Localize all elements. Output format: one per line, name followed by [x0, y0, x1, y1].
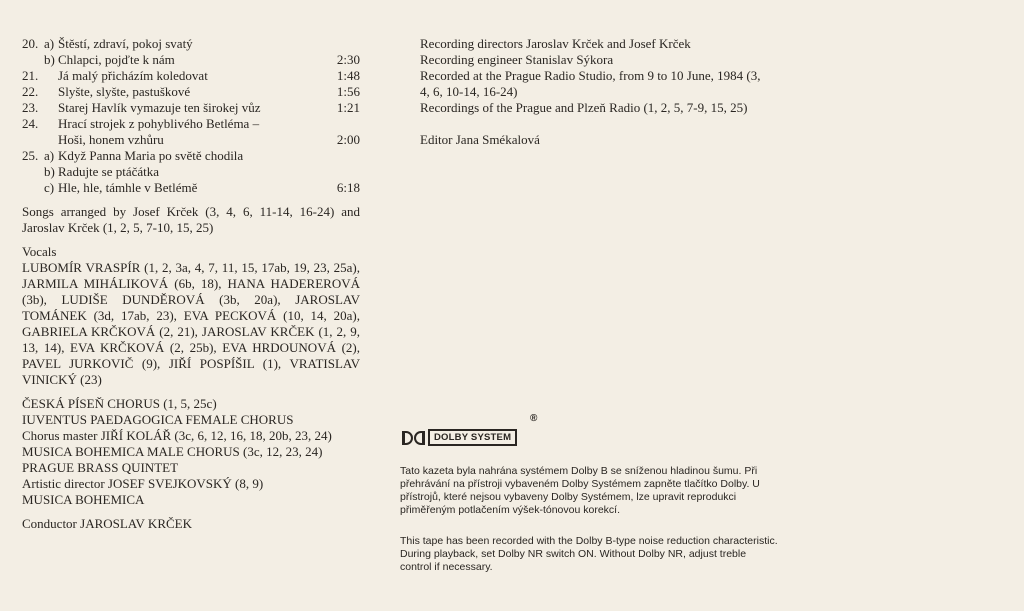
double-d-icon — [402, 431, 425, 445]
track-list — [22, 36, 360, 196]
track-number — [22, 180, 44, 196]
dolby-note-czech: Tato kazeta byla nahrána systémem Dolby B se sníženou hladinou šumu. Při přehrávání na přístroji vybaveném Dolby Systémem zapněte tlačítko Dolby. U přístrojů, které nejsou vybaveny Dolby Systémem, lze upravit reprodukci přiměřeným potlačením výšek-tónovou korekcí. — [400, 465, 760, 516]
vocals-list: LUBOMÍR VRASPÍR (1, 2, 3a, 4, 7, 11, 15, 17ab, 19, 23, 25a), JARMILA MIHÁLIKOVÁ (6b, 18), HANA HADEREROVÁ (3b), LUDIŠE DUNDĚROVÁ (3b, 20a), JAROSLAV TOMÁNEK (3d, 17ab, 23), EVA PECKOVÁ (10, 14, 20a), GABRIELA KRČKOVÁ (2, 21), JAROSLAV KRČEK (1, 2, 9, 13, 14), EVA KRČKOVÁ (2, 25b), EVA HRDOUNOVÁ (2), PAVEL JURKOVIČ (9), JIŘÍ POSPÍŠIL (1), VRATISLAV VINICKÝ (23) — [22, 260, 360, 387]
registered-mark: ® — [530, 413, 538, 424]
track-row — [22, 116, 360, 132]
track-part: b) — [44, 52, 55, 67]
track-duration — [320, 164, 360, 180]
recording-engineer: Recording engineer Stanislav Sýkora — [420, 52, 614, 67]
track-part: a) — [44, 148, 55, 163]
ensemble-line: IUVENTUS PAEDAGOGICA FEMALE CHORUS — [22, 412, 294, 427]
track-row — [22, 84, 360, 100]
track-duration: 6:18 — [336, 180, 360, 195]
ensemble-line: MUSICA BOHEMICA — [22, 492, 145, 507]
left-column — [22, 36, 360, 532]
track-row — [22, 180, 360, 196]
arranged-credit: Songs arranged by Josef Krček (3, 4, 6, 11-14, 16-24) and Jaroslav Krček (1, 2, 5, 7-10, 15, 25) — [22, 204, 360, 235]
ensemble-line: PRAGUE BRASS QUINTET — [22, 460, 179, 475]
editor-credit: Editor Jana Smékalová — [420, 132, 540, 147]
track-number — [22, 132, 44, 148]
ensemble-line: Artistic director JOSEF SVEJKOVSKÝ (8, 9) — [22, 476, 264, 491]
track-part: c) — [44, 180, 55, 195]
recording-directors: Recording directors Jaroslav Krček and Josef Krček — [420, 36, 691, 51]
track-row — [22, 148, 360, 164]
track-duration: 1:48 — [336, 68, 360, 83]
right-column — [420, 36, 770, 148]
radio-recordings: Recordings of the Prague and Plzeň Radio (1, 2, 5, 7-9, 15, 25) — [420, 100, 748, 115]
track-row — [22, 100, 360, 116]
track-number: 25. — [22, 148, 39, 163]
track-part — [44, 84, 58, 100]
track-part — [44, 116, 58, 132]
dolby-system-label: DOLBY SYSTEM — [428, 429, 517, 446]
ensemble-line: MUSICA BOHEMICA MALE CHORUS (3c, 12, 23, 24) — [22, 444, 323, 459]
track-title: Slyšte, slyšte, pastuškové — [58, 84, 191, 99]
track-duration — [320, 116, 360, 132]
track-part: b) — [44, 164, 55, 179]
track-title: Já malý přicházím koledovat — [58, 68, 208, 83]
track-title: Chlapci, pojďte k nám — [58, 52, 175, 67]
track-title: Když Panna Maria po světě chodila — [58, 148, 244, 163]
track-duration: 1:21 — [336, 100, 360, 115]
track-title: Hoši, honem vzhůru — [58, 132, 164, 147]
dolby-logo — [402, 429, 517, 446]
track-number: 24. — [22, 116, 39, 131]
track-duration: 2:00 — [336, 132, 360, 147]
track-number — [22, 52, 44, 68]
ensemble-line: Chorus master JIŘÍ KOLÁŘ (3c, 6, 12, 16, 18, 20b, 23, 24) — [22, 428, 332, 443]
track-duration — [320, 148, 360, 164]
track-title: Radujte se ptáčátka — [58, 164, 160, 179]
dolby-note-english: This tape has been recorded with the Dolby B-type noise reduction characteristic. During playback, set Dolby NR switch ON. Without Dolby NR, adjust treble control if necessary. — [400, 535, 778, 573]
track-duration — [320, 36, 360, 52]
track-row — [22, 68, 360, 84]
track-part — [44, 100, 58, 116]
track-number: 20. — [22, 36, 39, 51]
vocals-heading: Vocals — [22, 244, 57, 259]
track-title: Štěstí, zdraví, pokoj svatý — [58, 36, 193, 51]
track-duration: 2:30 — [336, 52, 360, 67]
track-part — [44, 132, 58, 148]
ensemble-line: ČESKÁ PÍSEŇ CHORUS (1, 5, 25c) — [22, 396, 217, 411]
track-number: 23. — [22, 100, 39, 115]
track-title: Hrací strojek z pohyblivého Betléma – — [58, 116, 260, 131]
track-duration: 1:56 — [336, 84, 360, 99]
recording-place: Recorded at the Prague Radio Studio, from 9 to 10 June, 1984 (3, 4, 6, 10-14, 16-24) — [420, 68, 761, 99]
track-number: 22. — [22, 84, 39, 99]
track-part — [44, 68, 58, 84]
ensembles — [22, 396, 360, 508]
track-title: Hle, hle, támhle v Betlémě — [58, 180, 198, 195]
track-number: 21. — [22, 68, 39, 83]
conductor-credit: Conductor JAROSLAV KRČEK — [22, 516, 192, 531]
track-row — [22, 164, 360, 180]
track-row — [22, 36, 360, 52]
track-row — [22, 132, 360, 148]
track-part: a) — [44, 36, 55, 51]
track-row — [22, 52, 360, 68]
track-title: Starej Havlík vymazuje ten širokej vůz — [58, 100, 261, 115]
track-number — [22, 164, 44, 180]
